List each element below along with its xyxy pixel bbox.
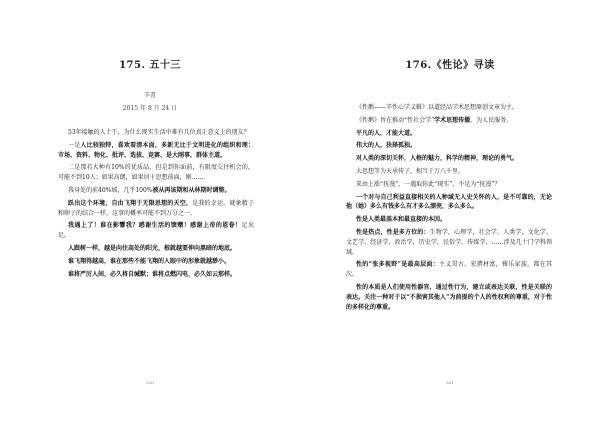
paragraph-text: 是我的幸运。就象精子和卵子的结合一样，这事的概率可能不到万分之一。	[58, 199, 254, 217]
emphasis-text: 人跟树一样，越是向往高处的阳光，根就越要伸向黑暗的地底。	[68, 244, 237, 252]
body-paragraph	[346, 193, 552, 213]
paragraph-text: 《性鹅》旨在推动“性社会学”	[356, 116, 435, 124]
body-paragraph	[58, 270, 254, 280]
left-page-byline: 辛書	[143, 92, 156, 99]
paragraph-text: 来由上涨“抚漫”，一遇取你此“现实”，不是为“抚漫”？	[356, 180, 501, 188]
body-paragraph	[346, 116, 552, 126]
right-page-body	[346, 103, 552, 315]
emphasis-text: 性是人类最基本和最直接的本因。	[356, 216, 447, 224]
body-paragraph	[346, 141, 552, 151]
body-paragraph	[346, 283, 552, 312]
left-page-number: 320	[146, 380, 154, 385]
body-paragraph	[58, 257, 254, 267]
paragraph-text: 主义贯古，宏撰材富，雅乐家族，都在其次。	[346, 261, 552, 279]
emphasis-text: 一个对与自己利益直接相关的人种域无人史关怀的人，是不可靠的，无论他（她）多么有钱多么有才多么漂亮，多么多么。	[346, 193, 552, 211]
paragraph-text: 53年接触的人十干，为什么现实生活中难有几位真正意义上的朋友？	[68, 129, 250, 136]
body-paragraph	[58, 199, 254, 219]
emphasis-text: 人比较独特，喜欢看清本面，多新无比于文明进化的组织和理：市场、资料、物化、批评、选拔、竞赛、是大刚事，群体主道。	[58, 141, 254, 159]
body-paragraph	[58, 186, 254, 196]
body-paragraph	[346, 129, 552, 139]
body-paragraph	[346, 228, 552, 257]
body-paragraph	[346, 167, 552, 177]
paragraph-text: ，为人民服务。	[470, 116, 513, 124]
body-paragraph	[346, 215, 552, 225]
paragraph-text: 生物学，心理学，社会学，人类学，文化学，文艺学，经济学，政治学，历史学，民俗学，传媒学，……涉及几十门学科领域。	[346, 228, 552, 256]
right-page	[300, 0, 600, 421]
body-paragraph	[346, 103, 552, 113]
right-page-title: 176.《性论》寻读	[405, 60, 495, 71]
paragraph-text: 大思想等为天承传子，相当于万八千里。	[356, 167, 465, 175]
paragraph-text: 一是	[68, 141, 81, 149]
right-page-number: 321	[446, 380, 454, 385]
emphasis-text: 性是热点，性是多方位的：	[356, 228, 430, 236]
emphasis-text: 平凡的人，才能大道。	[356, 129, 417, 137]
paragraph-text: 我身处的前40%域，几乎100%	[68, 186, 153, 194]
body-paragraph	[58, 163, 254, 183]
paragraph-text: 《性鹅——辛性心学义辑》以道经品学术思想原创文章为主。	[356, 104, 519, 111]
emphasis-text: 学术思想传播	[434, 116, 471, 124]
body-paragraph	[346, 180, 552, 190]
body-paragraph	[346, 154, 552, 164]
emphasis-text: 我遇上了！谁在影響我？感谢生活的馈赠！感谢上帝的恩眷！	[68, 222, 242, 230]
body-paragraph	[58, 244, 254, 254]
emphasis-text: 谁将严厉人间，必久将自缄默；谁将点燃闪电，必久如云那样。	[68, 270, 237, 278]
left-page-date: 2015 年 8 月 24 日	[122, 105, 178, 112]
emphasis-text: 对人类的深切关怀，人格的魅力，科学的精神，理论的勇气。	[356, 155, 519, 163]
body-paragraph	[58, 141, 254, 161]
body-paragraph	[346, 260, 552, 280]
emphasis-text: 谁飞翔得越高，谁在那些不能飞翔的人眼中的形象就越渺小。	[68, 257, 231, 265]
body-paragraph	[58, 221, 254, 241]
left-page-title: 175. 五十三	[119, 60, 181, 71]
paragraph-text: 足矣足。	[58, 222, 254, 240]
emphasis-text: 被从再该期和从林期时调整。	[152, 186, 231, 194]
emphasis-text: 跃出这个环境，自由飞翔于无限思想的天空，	[68, 199, 193, 207]
left-page-body	[58, 128, 254, 282]
emphasis-text: 伟大的人，抉择孤独。	[356, 142, 417, 150]
paragraph-text: 二是那若大种有10%的优质品，但是到你面前，有限度交往机会的，可能不到10人；如果高朗，如果居于思想前面，刚……	[58, 164, 254, 182]
body-paragraph	[58, 128, 254, 138]
emphasis-text: 性的“张多视野”是最高层面：	[356, 261, 440, 269]
emphasis-text: 性的本质是人们使用性器官，通过性行为，建立或表达关联，性是关联的表达。关注一种对于以“不损害其他人”为前提的个人的性权利的尊重，对于性的多样化的尊重。	[346, 283, 552, 311]
